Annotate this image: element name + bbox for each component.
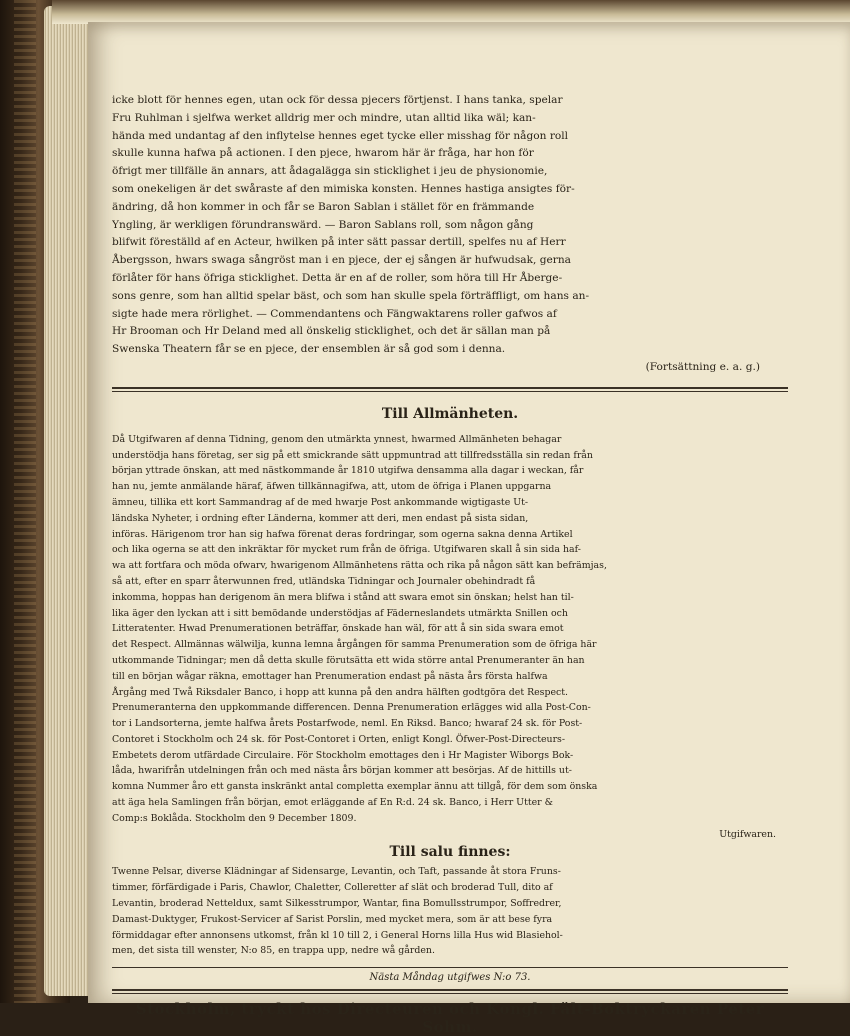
text-line: ändring, då hon kommer in och får se Baron Sablan i stället för en främmande <box>112 200 535 213</box>
text-line: så att, efter en sparr återwunnen fred, utländska Tidningar och Journaler obehindradt få <box>112 575 536 587</box>
text-line: blifwit föreställd af en Acteur, hwilken på inter sätt passar dertill, spelfes nu af Herr <box>112 236 566 249</box>
text-line: som onekeligen är det swåraste af den mimiska konsten. Hennes hastiga ansigtes för- <box>112 182 575 195</box>
text-line: wa att fortfara och möda ofwarv, hwarigenom Allmänhetens rätta och rika på någon sätt kan befrämjas, <box>112 560 607 572</box>
footer-divider-bottom <box>112 989 788 994</box>
footer-divider-top <box>112 967 788 968</box>
text-line: införas. Härigenom tror han sig hafwa förenat deras fordringar, som ogerna sakna denna Artikel <box>112 528 573 540</box>
printer-imprint: Stockholm, tryckt hos Directeuren och Kongl. Fält-Boktryckaren Peter Sohm. <box>135 1000 765 1036</box>
text-line: Prenumeranterna den uppkommande differencen. Denna Prenumeration erlägges wid alla Post-Con- <box>112 702 591 714</box>
notice-heading: Till Allmänheten. <box>381 405 519 422</box>
text-line: inkomma, hoppas han derigenom än mera blifwa i stånd att swara emot sin önskan; helst han til- <box>112 591 574 603</box>
continuation-note: (Fortsättning e. a. g.) <box>645 360 760 373</box>
text-line: att äga hela Samlingen från början, emot erläggande af En R:d. 24 sk. Banco, i Herr Utter & <box>112 797 553 809</box>
text-line: Litteratenter. Hwad Prenumerationen beträffar, önskade han wäl, för att å sin sida swara emot <box>112 623 564 635</box>
text-line: Fru Ruhlman i sjelfwa werket alldrig mer och mindre, utan alltid lika wäl; kan- <box>112 111 536 124</box>
text-line: Levantin, broderad Netteldux, samt Silkesstrumpor, Wantar, fina Bomullsstrumpor, Soffredrer, <box>112 898 562 910</box>
text-line: till en början wågar räkna, emottager han Prenumeration endast på nästa års första halfwa <box>112 670 548 682</box>
text-line: Årgång med Twå Riksdaler Banco, i hopp att kunna på den andra hälften godtgöra det Respect. <box>112 686 569 698</box>
text-line: Twenne Pelsar, diverse Klädningar af Sidensarge, Levantin, och Taft, passande åt stora Fruns- <box>112 866 561 878</box>
text-line: hända med undantag af den inflytelse hennes eget tycke eller misshag för någon roll <box>112 129 569 142</box>
text-line: Embetets derom utfärdade Circulaire. För Stockholm emottages den i Hr Magister Wiborgs Bok- <box>112 749 574 761</box>
text-line: förlåter för hans öfriga sticklighet. Detta är en af de roller, som höra till Hr Åberge- <box>112 271 563 284</box>
text-line: utkommande Tidningar; men då detta skulle förutsätta ett wida större antal Prenumeranter än han <box>112 654 585 666</box>
page-content <box>112 92 788 1036</box>
text-line: tor i Landsorterna, jemte halfwa årets Postarfwode, neml. En Riksd. Banco; hwaraf 24 sk. för Post- <box>112 718 583 730</box>
text-line: komna Nummer åro ett gansta inskränkt antal completta exemplar ännu att tillgå, för dem som önska <box>112 781 598 793</box>
text-line: Swenska Theatern får se en pjece, der ensemblen är så god som i denna. <box>112 343 506 356</box>
text-line: icke blott för hennes egen, utan ock för dessa pjecers förtjenst. I hans tanka, spelar <box>112 94 563 106</box>
top-page-edge <box>52 0 850 24</box>
text-line: Damast-Duktyger, Frukost-Servicer af Sarist Porslin, med mycket mera, som är att bese fyra <box>112 913 553 925</box>
text-line: han nu, jemte anmälande häraf, äfwen tillkännagifwa, att, utom de öfriga i Planen uppgarna <box>112 481 552 493</box>
text-line: öfrigt mer tillfälle än annars, att ådagalägga sin sticklighet i jeu de physionomie, <box>112 165 548 178</box>
theatre-review <box>112 92 788 359</box>
text-line: timmer, förfärdigade i Paris, Chawlor, Chaletter, Colleretter af slät och broderad Tull, dito af <box>112 882 553 894</box>
text-line: sons genre, som han alltid spelar bäst, och som han skulle spela förträffligt, om hans an- <box>112 289 590 302</box>
text-line: det Respect. Allmännas wälwilja, kunna lemna årgången för samma Prenumeration som de öfriga här <box>112 639 597 651</box>
text-line: lika äger den lyckan att i sitt bemödande understödjas af Fäderneslandets utmärkta Snillen och <box>112 607 568 619</box>
text-line: understödja hans företag, ser sig på ett smickrande sätt uppmuntrad att tillfredsställa sin redan från <box>112 449 593 461</box>
text-line: skulle kunna hafwa på actionen. I den pjece, hwarom här är fråga, har hon för <box>112 147 534 160</box>
next-issue-note: Nästa Måndag utgifwes N:o 73. <box>369 972 531 984</box>
section-divider <box>112 387 788 392</box>
text-line: Åbergsson, hwars swaga sångröst man i en pjece, der ej sången är hufwudsak, gerna <box>112 254 571 267</box>
text-line: men, det sista till wenster, N:o 85, en trappa upp, nedre wå gården. <box>112 945 435 957</box>
text-line: ämneu, tillika ett kort Sammandrag af de med hwarje Post ankommande wigtigaste Ut- <box>112 496 529 508</box>
sale-heading: Till salu finnes: <box>389 844 511 861</box>
text-line: Yngling, är werkligen förundranswärd. — Baron Sablans roll, som någon gång <box>112 218 534 231</box>
notice-signature: Utgifwaren. <box>719 828 776 840</box>
text-line: Hr Brooman och Hr Deland med all önskelig sticklighet, och det är sällan man på <box>112 325 551 338</box>
notice-body <box>112 432 788 827</box>
text-line: början yttrade önskan, att med nästkommande år 1810 utgifwa densamma alla dagar i weckan, får <box>112 465 584 477</box>
sale-body <box>112 864 788 959</box>
text-line: sigte hade mera rörlighet. — Commendantens och Fängwaktarens roller gafwos af <box>112 307 557 320</box>
text-line: Contoret i Stockholm och 24 sk. för Post-Contoret i Orten, enligt Kongl. Öfwer-Post-Directeurs- <box>112 733 566 745</box>
text-line: låda, hwarifrån utdelningen från och med nästa års början kommer att besörjas. Af de hittills ut- <box>112 765 572 777</box>
text-line: förmiddagar efter annonsens utkomst, från kl 10 till 2, i General Horns lilla Hus wid Blasiehol- <box>112 929 563 941</box>
text-line: Comp:s Boklåda. Stockholm den 9 December 1809. <box>112 812 357 824</box>
text-line: Då Utgifwaren af denna Tidning, genom den utmärkta ynnest, hwarmed Allmänheten behagar <box>112 433 562 445</box>
text-line: ländska Nyheter, i ordning efter Länderna, kommer att deri, men endast på sista sidan, <box>112 512 529 524</box>
text-line: och lika ogerna se att den inkräktar för mycket rum från de öfriga. Utgifwaren skall å sin sida haf- <box>112 544 581 556</box>
